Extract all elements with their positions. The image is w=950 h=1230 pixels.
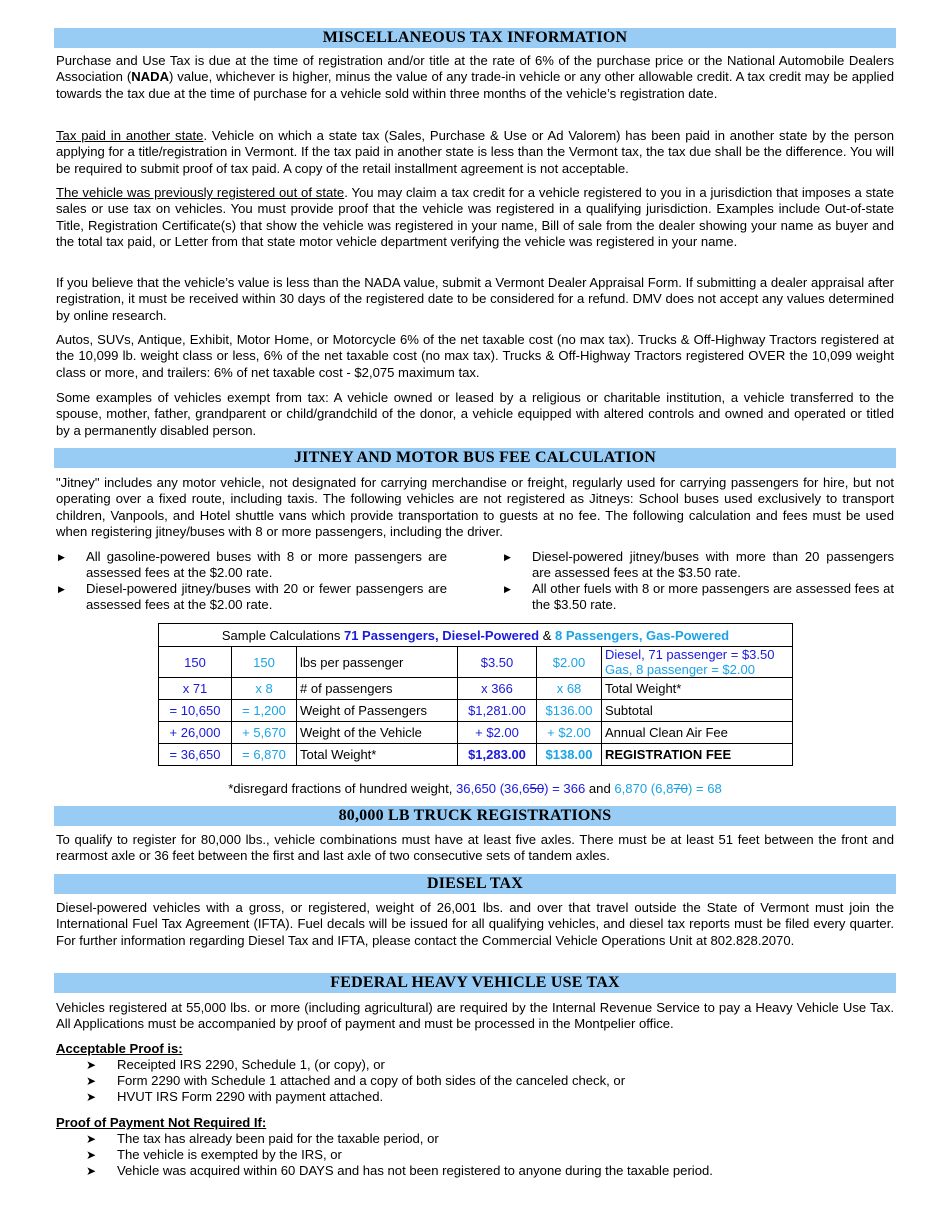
- misc-paragraph-1: Purchase and Use Tax is due at the time of registration and/or title at the rate of 6% of the purchase price or the National Automobile Dealers Association (NADA) value, whichever is higher, minus the value of any trade-in vehicle or any other allowable credit. A tax credit may be applied towards the tax due at the time of purchase for a vehicle sold within three months of the vehicle’s registration date.: [56, 53, 894, 101]
- misc-paragraph-6: Some examples of vehicles exempt from tax: A vehicle owned or leased by a religious or charitable institution, a vehicle transferred to the spouse, mother, father, grandparent or child/grandchild of the donor, a vehicle equipped with altered controls and owned and operated or titled by a permanently disabled person.: [56, 390, 894, 438]
- misc-paragraph-3: The vehicle was previously registered out of state. You may claim a tax credit for a vehicle registered to you in a jurisdiction that imposes a state sales or use tax on vehicles. You must provide proof that the vehicle was registered in a qualifying jurisdiction. Examples include Out-of-state Title, Registration Certificate(s) that show the vehicle was registered in your name, Bill of sale from the dealer showing your name as buyer and the total tax paid, or Letter from that state motor vehicle department verifying the vehicle was registered in your name.: [56, 185, 894, 249]
- not-required-item: Vehicle was acquired within 60 DAYS and has not been registered to anyone during the taxable period.: [117, 1163, 713, 1178]
- diesel-dollar: $1,281.00: [458, 700, 537, 722]
- table-row: [159, 678, 793, 700]
- not-required-item: The tax has already been paid for the taxable period, or: [117, 1131, 439, 1146]
- table-row: [159, 647, 793, 678]
- misc-paragraph-4: If you believe that the vehicle’s value is less than the NADA value, submit a Vermont Dealer Appraisal Form. If submitting a dealer appraisal after registration, it must be received within 30 days of the registered date to be considered for a refund. DMV does not accept any values determined by online research.: [56, 275, 894, 323]
- table-row: [159, 744, 793, 766]
- row-note: Subtotal: [602, 700, 793, 722]
- row-label: # of passengers: [297, 678, 458, 700]
- arrow-bullet-icon: ➤: [86, 1090, 97, 1104]
- diesel-value: + 26,000: [159, 722, 232, 744]
- gas-value: = 6,870: [232, 744, 297, 766]
- row-note: Annual Clean Air Fee: [602, 722, 793, 744]
- gas-dollar: $138.00: [537, 744, 602, 766]
- jitney-intro: "Jitney" includes any motor vehicle, not designated for carrying merchandise or freight, regularly used for carrying passengers for hire, but not operating over a fixed route, including taxis. The following vehicles are not registered as Jitneys: School buses used exclusively to transport children, Vanpools, and Hotel shuttle vans which provide transportation to guests at no fee. The following calculation and fees must be used when registering jitney/buses with 8 or more passengers, including the driver.: [56, 475, 894, 539]
- gas-value: 150: [232, 647, 297, 678]
- section-header-federal: FEDERAL HEAVY VEHICLE USE TAX: [54, 973, 896, 993]
- not-required-label: Proof of Payment Not Required If:: [56, 1115, 267, 1130]
- gas-dollar: x 68: [537, 678, 602, 700]
- triangle-bullet-icon: ▶: [504, 584, 511, 594]
- jitney-bullet-1: ▶ All gasoline-powered buses with 8 or more passengers are assessed fees at the $2.00 rate.: [58, 549, 447, 581]
- gas-dollar: $136.00: [537, 700, 602, 722]
- row-label: Weight of Passengers: [297, 700, 458, 722]
- proof-item: HVUT IRS Form 2290 with payment attached.: [117, 1089, 384, 1104]
- gas-value: + 5,670: [232, 722, 297, 744]
- jitney-bullet-3: ▶ Diesel-powered jitney/buses with more than 20 passengers are assessed fees at the $3.50 rate.: [504, 549, 894, 581]
- gas-dollar: $2.00: [537, 647, 602, 678]
- proof-item: Form 2290 with Schedule 1 attached and a copy of both sides of the canceled check, or: [117, 1073, 626, 1088]
- diesel-paragraph: Diesel-powered vehicles with a gross, or registered, weight of 26,001 lbs. and over that travel outside the State of Vermont must join the International Fuel Tax Agreement (IFTA). Fuel decals will be issued for all qualifying vehicles, and diesel tax reports must be filed every quarter. For further information regarding Diesel Tax and IFTA, please contact the Commercial Vehicle Operations Unit at 802.828.2070.: [56, 900, 894, 948]
- diesel-dollar: $1,283.00: [458, 744, 537, 766]
- arrow-bullet-icon: ➤: [86, 1058, 97, 1072]
- misc-paragraph-2: Tax paid in another state. Vehicle on which a state tax (Sales, Purchase & Use or Ad Valorem) has been paid in another state by the person applying for a title/registration in Vermont. If the tax paid in another state is less than the Vermont tax, the tax due shall be the difference. You will be required to submit proof of tax paid. A copy of the retail installment agreement is not acceptable.: [56, 128, 894, 176]
- arrow-bullet-icon: ➤: [86, 1164, 97, 1178]
- row-label: Weight of the Vehicle: [297, 722, 458, 744]
- table-row: [159, 700, 793, 722]
- rate-note: Diesel, 71 passenger = $3.50 Gas, 8 passenger = $2.00: [602, 647, 793, 678]
- proof-item: Receipted IRS 2290, Schedule 1, (or copy), or: [117, 1057, 385, 1072]
- triangle-bullet-icon: ▶: [58, 552, 65, 562]
- triangle-bullet-icon: ▶: [58, 584, 65, 594]
- section-header-misc: MISCELLANEOUS TAX INFORMATION: [54, 28, 896, 48]
- table-header-row: [159, 624, 793, 647]
- arrow-bullet-icon: ➤: [86, 1132, 97, 1146]
- table-row: [159, 722, 793, 744]
- gas-value: = 1,200: [232, 700, 297, 722]
- diesel-value: = 36,650: [159, 744, 232, 766]
- diesel-value: 150: [159, 647, 232, 678]
- triangle-bullet-icon: ▶: [504, 552, 511, 562]
- diesel-dollar: + $2.00: [458, 722, 537, 744]
- registration-fee-label: REGISTRATION FEE: [602, 744, 793, 766]
- diesel-dollar: x 366: [458, 678, 537, 700]
- not-required-item: The vehicle is exempted by the IRS, or: [117, 1147, 342, 1162]
- truck-paragraph: To qualify to register for 80,000 lbs., vehicle combinations must have at least five axles. There must be at least 51 feet between the front and rearmost axle or 36 feet between the first and last axle of two consecutive sets of tandem axles.: [56, 832, 894, 864]
- federal-paragraph: Vehicles registered at 55,000 lbs. or more (including agricultural) are required by the Internal Revenue Service to pay a Heavy Vehicle Use Tax. All Applications must be accompanied by proof of payment and must be processed in the Montpelier office.: [56, 1000, 894, 1032]
- gas-dollar: + $2.00: [537, 722, 602, 744]
- arrow-bullet-icon: ➤: [86, 1074, 97, 1088]
- section-header-jitney: JITNEY AND MOTOR BUS FEE CALCULATION: [54, 448, 896, 468]
- gas-value: x 8: [232, 678, 297, 700]
- arrow-bullet-icon: ➤: [86, 1148, 97, 1162]
- diesel-value: = 10,650: [159, 700, 232, 722]
- jitney-bullet-2: ▶ Diesel-powered jitney/buses with 20 or fewer passengers are assessed fees at the $2.00 rate.: [58, 581, 447, 613]
- section-header-truck: 80,000 LB TRUCK REGISTRATIONS: [54, 806, 896, 826]
- table-header-cell: Sample Calculations 71 Passengers, Diesel-Powered & 8 Passengers, Gas-Powered: [159, 624, 793, 647]
- acceptable-proof-label: Acceptable Proof is:: [56, 1041, 183, 1056]
- diesel-value: x 71: [159, 678, 232, 700]
- sample-calculation-table: [158, 623, 793, 766]
- diesel-dollar: $3.50: [458, 647, 537, 678]
- misc-paragraph-5: Autos, SUVs, Antique, Exhibit, Motor Home, or Motorcycle 6% of the net taxable cost (no max tax). Trucks & Off-Highway Tractors registered at the 10,099 lb. weight class or less, 6% of the net taxable cost (no max tax). Trucks & Off-Highway Tractors registered OVER the 10,099 weight class or more, and trailers: 6% of net taxable cost - $2,075 maximum tax.: [56, 332, 894, 380]
- jitney-bullet-4: ▶ All other fuels with 8 or more passengers are assessed fees at the $3.50 rate.: [504, 581, 894, 613]
- row-label: Total Weight*: [297, 744, 458, 766]
- table-footnote: *disregard fractions of hundred weight, 36,650 (36,650) = 366 and 6,870 (6,870) = 68: [228, 781, 722, 796]
- row-label: lbs per passenger: [297, 647, 458, 678]
- section-header-diesel: DIESEL TAX: [54, 874, 896, 894]
- row-note: Total Weight*: [602, 678, 793, 700]
